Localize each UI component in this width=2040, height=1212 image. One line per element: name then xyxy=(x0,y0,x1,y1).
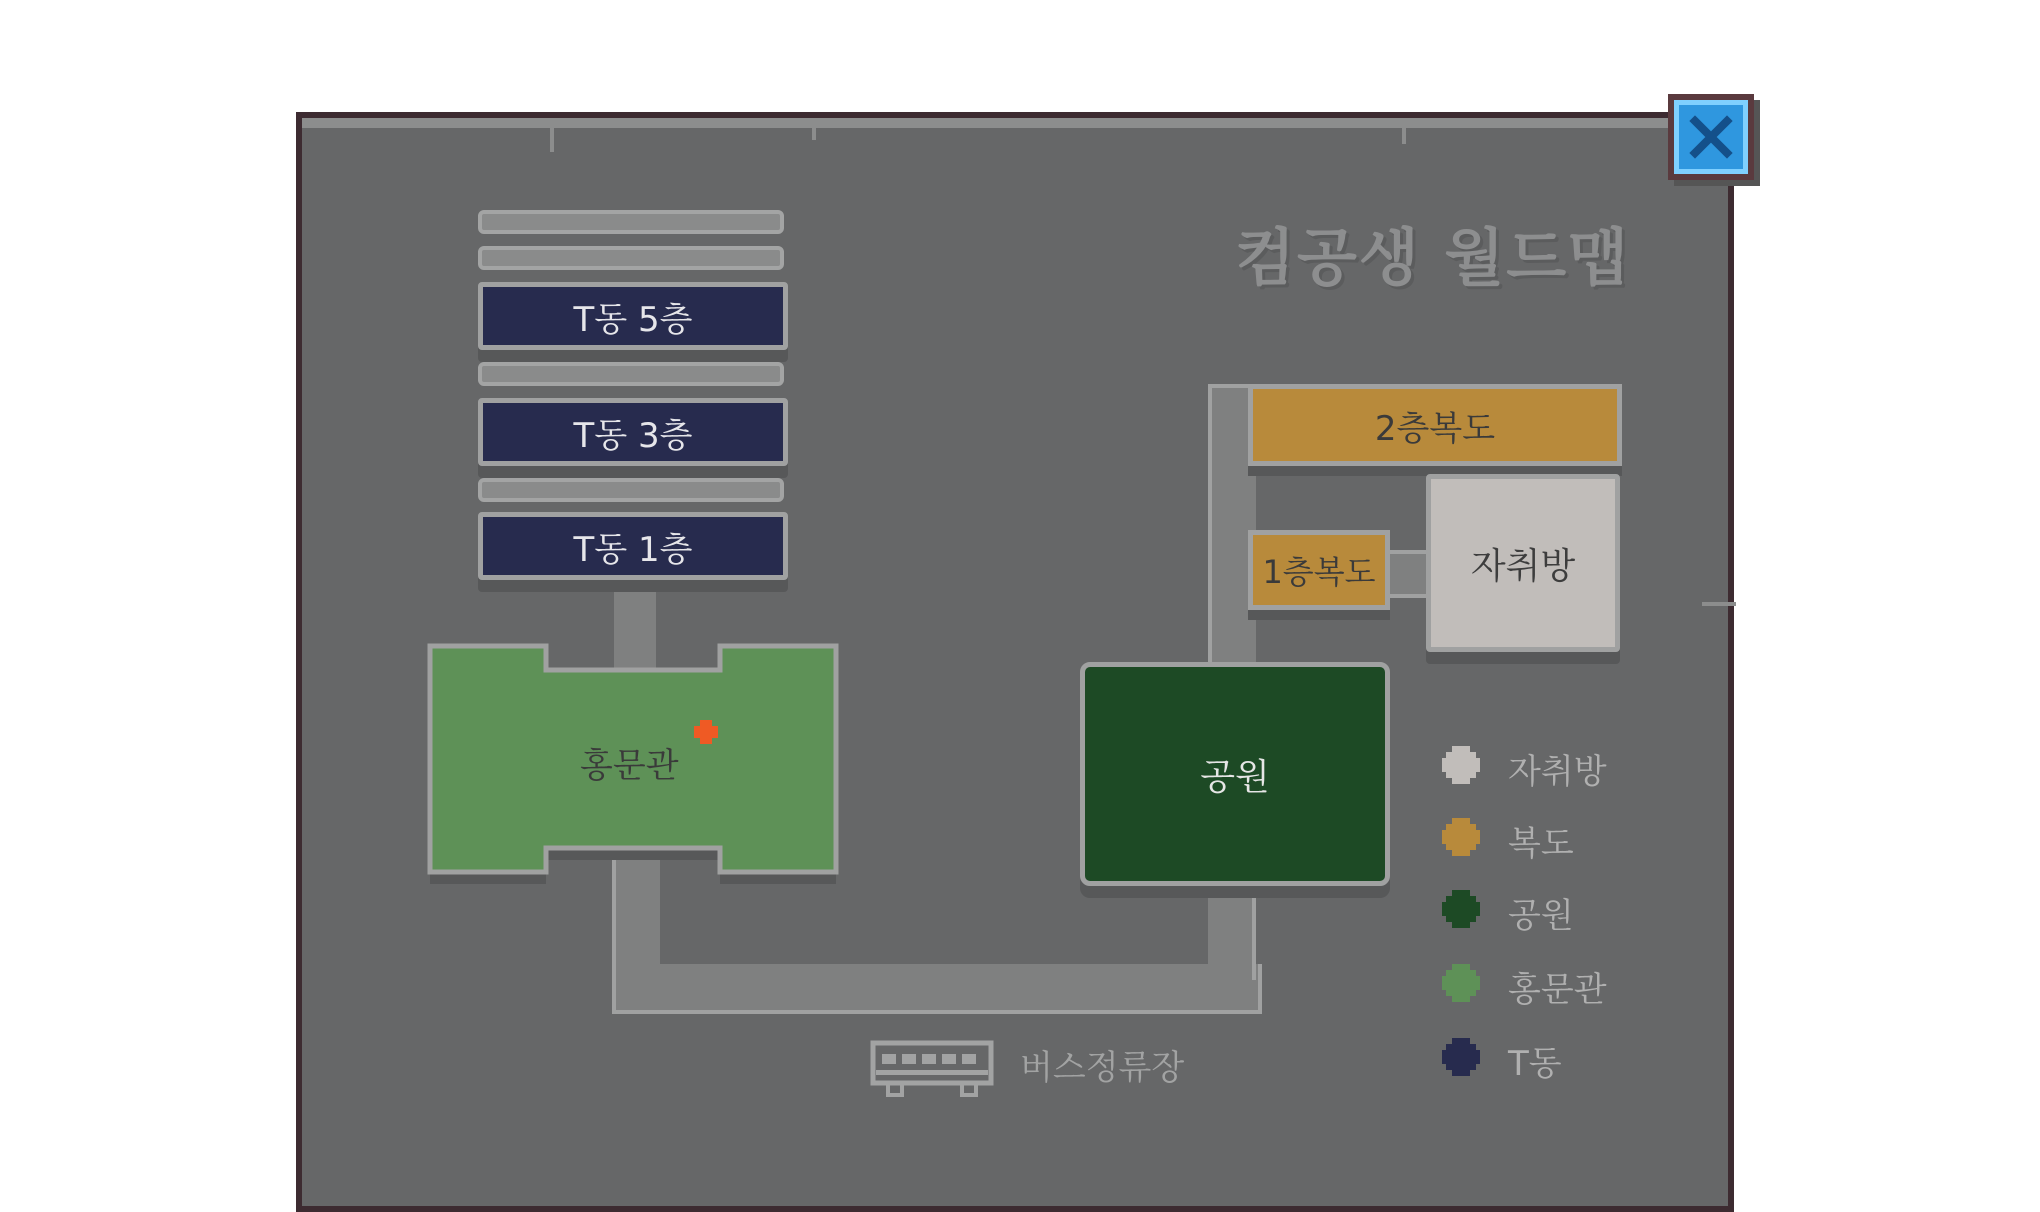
floor-strip xyxy=(478,478,784,502)
park-label: 공원 xyxy=(1200,756,1270,798)
panel-top-edge xyxy=(302,118,1728,128)
panel-crack xyxy=(812,124,816,140)
legend-room-icon xyxy=(1440,744,1482,786)
path-park-down xyxy=(1208,880,1256,980)
t-floor-1[interactable] xyxy=(478,512,788,580)
legend-t-building-label: T동 xyxy=(1508,1044,1562,1084)
room-label: 자취방 xyxy=(1470,545,1576,587)
player-marker-icon xyxy=(692,718,720,746)
t-floor-5-label: T동 5층 xyxy=(573,299,693,340)
legend-corridor-label: 복도 xyxy=(1508,824,1574,864)
panel-crack xyxy=(1702,602,1736,606)
park-building[interactable] xyxy=(1080,662,1390,886)
t-floor-5[interactable] xyxy=(478,282,788,350)
legend-t-building-icon xyxy=(1440,1036,1482,1078)
path-corridor-room xyxy=(1386,550,1430,598)
bus-icon[interactable] xyxy=(870,1040,996,1098)
floor-strip xyxy=(478,210,784,234)
map-title: 컴공생 월드맵 xyxy=(1235,221,1630,294)
legend-hongmun-icon xyxy=(1440,962,1482,1004)
close-x-icon xyxy=(1689,115,1733,159)
t-floor-1-label: T동 1층 xyxy=(573,529,693,570)
corridor-1f[interactable] xyxy=(1248,530,1390,610)
corridor-2f-label: 2층복도 xyxy=(1374,408,1496,449)
bus-stop-label: 버스정류장 xyxy=(1020,1048,1185,1088)
legend-hongmun-label: 홍문관 xyxy=(1508,970,1607,1010)
hongmun-label: 홍문관 xyxy=(580,746,679,786)
floor-strip xyxy=(478,362,784,386)
close-button[interactable] xyxy=(1668,94,1754,180)
legend-park-icon xyxy=(1440,888,1482,930)
legend-room-label: 자취방 xyxy=(1508,752,1607,792)
t-floor-3[interactable] xyxy=(478,398,788,466)
legend-corridor-icon xyxy=(1440,816,1482,858)
panel-crack xyxy=(1402,126,1406,144)
path-bottom xyxy=(612,964,1262,1014)
panel-crack xyxy=(550,126,554,152)
corridor-2f[interactable] xyxy=(1248,384,1622,466)
legend-park-label: 공원 xyxy=(1508,896,1574,936)
corridor-1f-label: 1층복도 xyxy=(1262,553,1376,591)
floor-strip xyxy=(478,246,784,270)
room-building[interactable] xyxy=(1426,474,1620,652)
t-floor-3-label: T동 3층 xyxy=(573,415,693,456)
